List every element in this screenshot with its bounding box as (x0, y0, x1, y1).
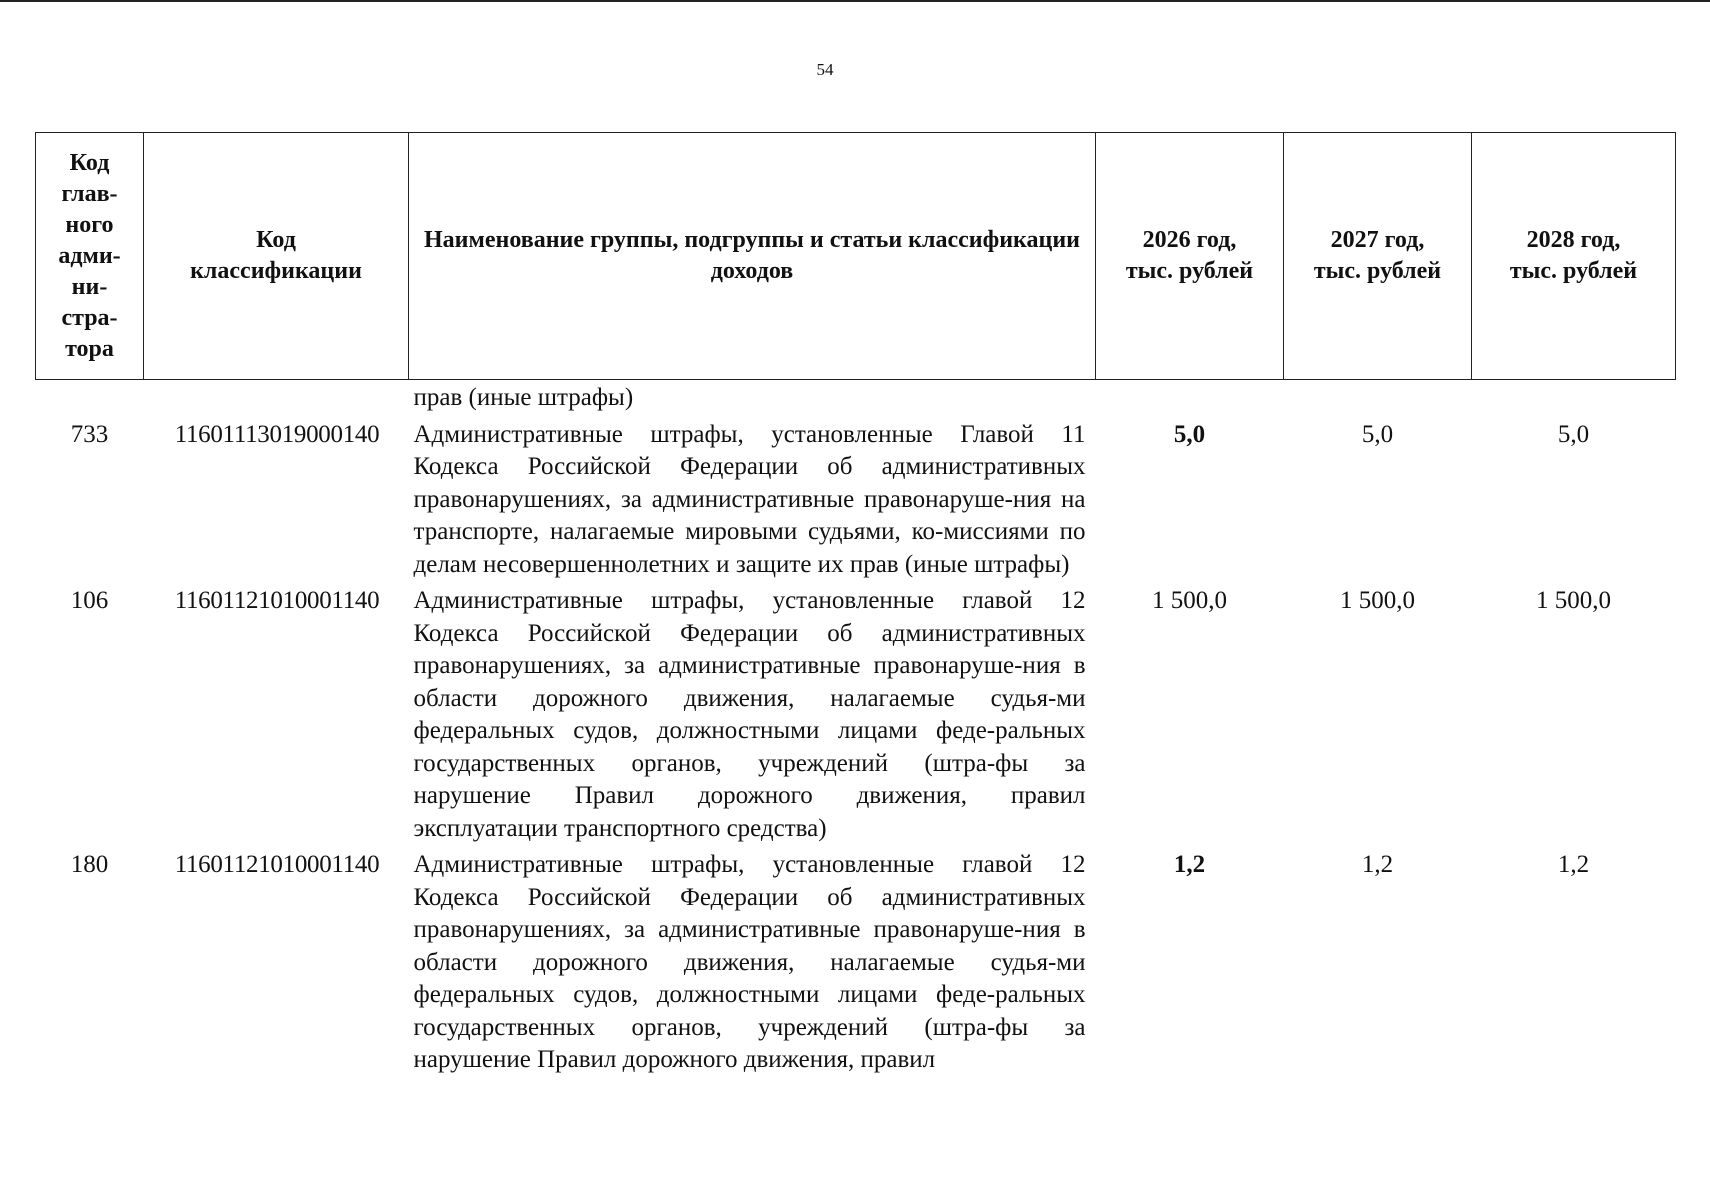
table-row (36, 581, 1676, 845)
classification-code-cell: 11601121010001140 (174, 851, 380, 878)
value-2028-cell: 1 500,0 (1536, 587, 1611, 614)
value-2027-cell: 5,0 (1361, 420, 1394, 448)
value-2027-cell: 1,2 (1361, 851, 1394, 878)
header-2027: 2027 год, тыс. рублей (1284, 133, 1472, 380)
page-top-border (0, 0, 1710, 2)
continuation-row (36, 380, 1676, 415)
table-row (36, 845, 1676, 1077)
value-2028-cell: 5,0 (1557, 420, 1590, 448)
header-2028: 2028 год, тыс. рублей (1472, 133, 1676, 380)
continuation-v2026 (1096, 380, 1284, 415)
name-cell: Административные штрафы, установленные главой 12 Кодекса Российской Федерации об административных правонарушениях, за административные правонаруше-ния в области дорожного движения, налагаемые судья-ми федеральных судов, должностными лицами феде-ральных государственных органов, учреждений (штра-фы за нарушение Правил дорожного движения, правил эксплуатации транспортного средства) (413, 587, 1086, 842)
classification-code-cell: 11601121010001140 (174, 587, 380, 614)
header-admin-code: Код глав- ного адми- ни- стра- тора (36, 133, 144, 380)
page-number: 54 (816, 60, 834, 79)
admin-code-cell: 733 (70, 420, 109, 448)
value-2028-cell: 1,2 (1557, 851, 1590, 878)
revenue-table (35, 132, 1676, 1077)
value-2026-cell: 1,2 (1173, 851, 1206, 878)
header-class-code: Код классификации (144, 133, 409, 380)
name-cell: Административные штрафы, установленные главой 12 Кодекса Российской Федерации об административных правонарушениях, за административные правонаруше-ния в области дорожного движения, налагаемые судья-ми федеральных судов, должностными лицами феде-ральных государственных органов, учреждений (штра-фы за нарушение Правил дорожного движения, правил (413, 851, 1086, 1073)
table-header-row (36, 133, 1676, 380)
continuation-v2027 (1284, 380, 1472, 415)
admin-code-cell: 180 (70, 851, 109, 878)
continuation-code (144, 380, 409, 415)
header-name: Наименование группы, подгруппы и статьи классификации доходов (409, 133, 1096, 380)
classification-code-cell: 11601113019000140 (174, 420, 380, 448)
value-2027-cell: 1 500,0 (1340, 587, 1415, 614)
value-2026-cell: 5,0 (1173, 420, 1206, 448)
name-cell: Административные штрафы, установленные Главой 11 Кодекса Российской Федерации об административных правонарушениях, за административные правонаруше-ния на транспорте, налагаемые мировыми судьями, ко-миссиями по делам несовершеннолетних и защите их прав (иные штрафы) (413, 420, 1086, 578)
continuation-v2028 (1472, 380, 1676, 415)
continuation-text: прав (иные штрафы) (413, 384, 634, 411)
continuation-admin (36, 380, 144, 415)
admin-code-cell: 106 (70, 587, 109, 614)
value-2026-cell: 1 500,0 (1152, 587, 1227, 614)
header-2026: 2026 год, тыс. рублей (1096, 133, 1284, 380)
table-row (36, 415, 1676, 582)
